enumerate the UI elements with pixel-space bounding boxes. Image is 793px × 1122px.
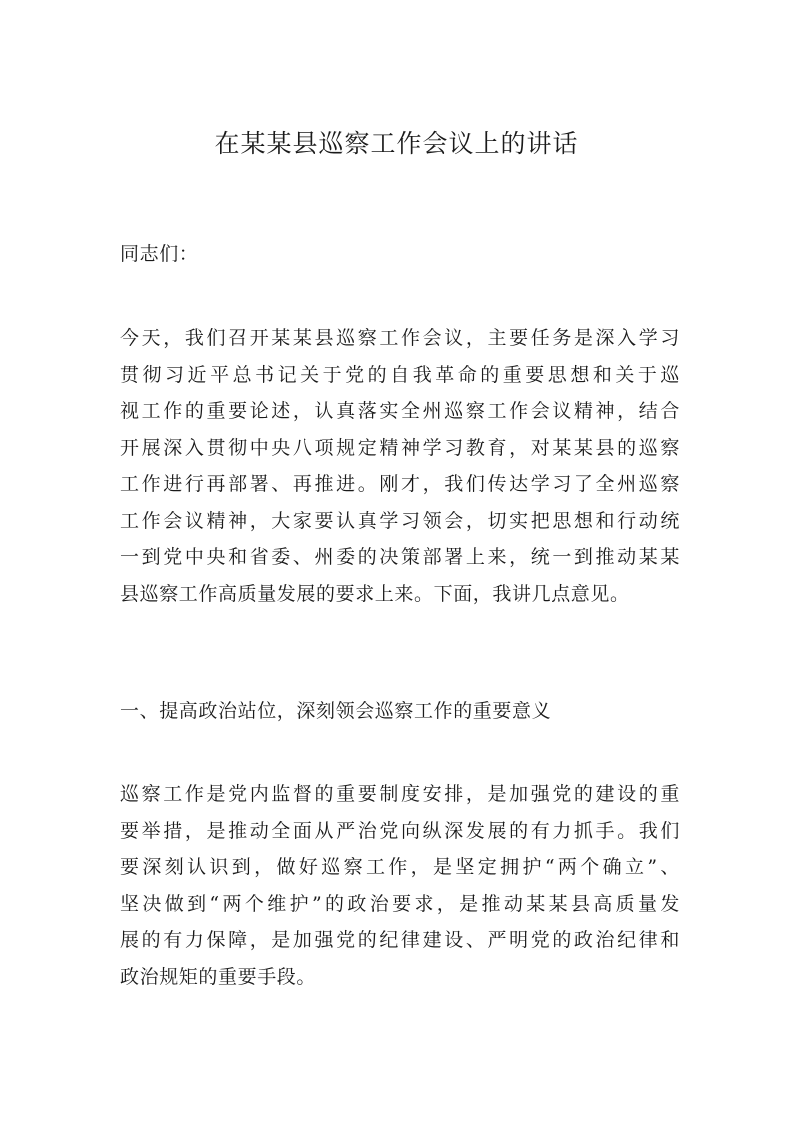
paragraph-line: 贯彻习近平总书记关于党的自我革命的重要思想和关于巡 <box>120 363 680 386</box>
paragraph-line: 今天，我们召开某某县巡察工作会议，主要任务是深入学习 <box>120 327 680 349</box>
paragraph-line: 县巡察工作高质量发展的要求上来。下面，我讲几点意见。 <box>120 582 630 605</box>
paragraph-line: 要举措，是推动全面从严治党向纵深发展的有力抓手。我们 <box>120 819 680 842</box>
paragraph-line: 巡察工作是党内监督的重要制度安排，是加强党的建设的重 <box>120 783 680 805</box>
section-heading <box>120 693 680 730</box>
salutation <box>120 236 680 273</box>
paragraph-line: 展的有力保障，是加强党的纪律建设、严明党的政治纪律和 <box>120 929 680 951</box>
paragraph-line: 工作会议精神，大家要认真学习领会，切实把思想和行动统 <box>120 509 680 532</box>
paragraph-line: 一到党中央和省委、州委的决策部署上来，统一到推动某某 <box>120 546 680 568</box>
intro-paragraph <box>120 320 680 612</box>
document-title: 在某某县巡察工作会议上的讲话 <box>214 129 579 158</box>
section-heading-text: 一、提高政治站位，深刻领会巡察工作的重要意义 <box>120 700 552 722</box>
paragraph-line: 工作进行再部署、再推进。刚才，我们传达学习了全州巡察 <box>120 473 680 495</box>
paragraph-line: 坚决做到“两个维护”的政治要求，是推动某某县高质量发 <box>120 892 680 915</box>
paragraph-line: 视工作的重要论述，认真落实全州巡察工作会议精神，结合 <box>120 400 680 422</box>
paragraph-line: 要深刻认识到，做好巡察工作，是坚定拥护“两个确立”、 <box>120 856 680 878</box>
paragraph-line: 政治规矩的重要手段。 <box>120 965 317 988</box>
section-paragraph <box>120 776 680 995</box>
paragraph-line: 开展深入贯彻中央八项规定精神学习教育，对某某县的巡察 <box>120 436 680 459</box>
salutation-text: 同志们： <box>120 243 199 265</box>
